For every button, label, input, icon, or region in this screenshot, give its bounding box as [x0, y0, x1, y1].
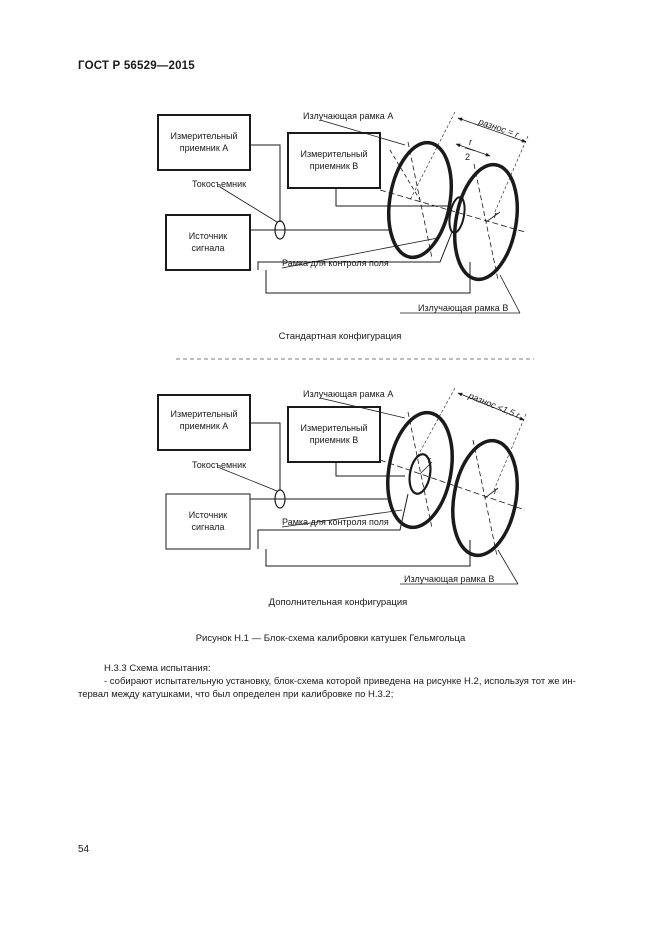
body-line-2: тервал между катушками, что был определен при калибровке по Н.3.2;	[78, 689, 394, 700]
receiver-b-label-1: Измерительный	[300, 149, 368, 159]
receiver-a-label-2: приемник А	[179, 143, 229, 153]
receiver-b-label-2: приемник В	[309, 161, 359, 171]
wire-receiver-a	[250, 145, 280, 222]
diagram-standard-labels	[171, 111, 521, 313]
field-loop-label-2: Рамка для контроля поля	[282, 517, 389, 527]
body-line-1: - собирают испытательную установку, блок-схема которой приведена на рисунке Н.2, используя тот же ин-	[104, 676, 576, 687]
radius-label-2: r	[494, 486, 497, 496]
half-r-denominator: 2	[465, 152, 471, 162]
wire-receiver-b-2	[336, 462, 405, 476]
radius-label: r	[494, 210, 497, 220]
source-label-1: Источник	[188, 231, 228, 241]
source-label-2-2: сигнала	[191, 522, 225, 532]
page-number: 54	[78, 844, 90, 855]
field-loop-label: Рамка для контроля поля	[282, 258, 389, 268]
standard-config-caption: Стандартная конфигурация	[278, 331, 402, 342]
loop-a-label: Излучающая рамка А	[303, 111, 394, 121]
spacing-label: разнос = r	[477, 116, 521, 140]
current-probe-label-2: Токосъемник	[192, 460, 247, 470]
receiver-a-label-2-1: Измерительный	[170, 409, 238, 419]
small-radius-label: r	[428, 455, 431, 465]
loop-a-label-2: Излучающая рамка А	[303, 389, 394, 399]
receiver-b-label-2-1: Измерительный	[300, 423, 368, 433]
receiver-a-label-1: Измерительный	[170, 131, 238, 141]
current-probe-label: Токосъемник	[192, 179, 247, 189]
spacing-label-2: разнос <1,5 r	[467, 390, 522, 421]
additional-config-caption: Дополнительная конфигурация	[268, 597, 408, 608]
receiver-b-label-2-2: приемник В	[309, 435, 359, 445]
document-header: ГОСТ Р 56529—2015	[78, 60, 195, 72]
section-heading: Н.3.3 Схема испытания:	[104, 663, 211, 674]
wire-loop-b-2	[266, 540, 470, 566]
figure-caption: Рисунок Н.1 — Блок-схема калибровки катушек Гельмгольца	[195, 633, 466, 644]
loop-b-label: Излучающая рамка В	[418, 303, 509, 313]
loop-b-label-2: Излучающая рамка В	[404, 574, 495, 584]
source-label-2-1: Источник	[188, 510, 228, 520]
half-r-numerator: r	[469, 137, 472, 147]
receiver-a-label-2-2: приемник А	[179, 421, 229, 431]
source-label-2: сигнала	[191, 243, 225, 253]
wire-receiver-a-2	[250, 423, 280, 490]
